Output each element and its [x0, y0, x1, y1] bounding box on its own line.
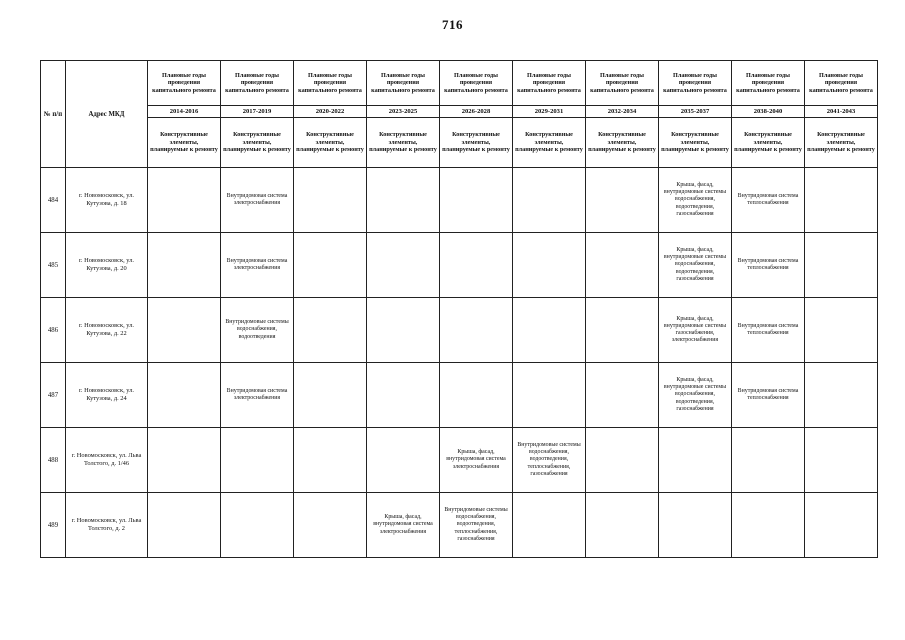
header-period-years: 2041-2043	[805, 106, 878, 118]
row-number: 485	[41, 233, 66, 298]
repair-elements-cell: Внутридомовая система теплоснабжения	[732, 233, 805, 298]
repair-elements-cell: Внутридомовая система теплоснабжения	[732, 363, 805, 428]
header-row-elements	[41, 118, 878, 168]
header-period-years: 2017-2019	[221, 106, 294, 118]
row-address: г. Новомосковск, ул. Кутузова, д. 22	[66, 298, 148, 363]
row-number: 489	[41, 493, 66, 558]
header-period-label: Плановые годы проведения капитального ремонта	[513, 61, 586, 106]
repair-elements-cell	[513, 168, 586, 233]
header-period-label: Плановые годы проведения капитального ремонта	[440, 61, 513, 106]
repair-elements-cell	[513, 233, 586, 298]
row-number: 484	[41, 168, 66, 233]
header-period-label: Плановые годы проведения капитального ремонта	[294, 61, 367, 106]
repair-elements-cell	[440, 168, 513, 233]
header-elements-label: Конструктивные элементы, планируемые к ремонту	[805, 118, 878, 168]
header-address: Адрес МКД	[66, 61, 148, 168]
header-period-years: 2023-2025	[367, 106, 440, 118]
repair-elements-cell	[805, 493, 878, 558]
header-period-years: 2020-2022	[294, 106, 367, 118]
repair-elements-cell	[221, 493, 294, 558]
repair-elements-cell: Внутридомовая система электроснабжения	[221, 233, 294, 298]
repair-elements-cell	[367, 363, 440, 428]
page-number: 716	[442, 17, 463, 32]
header-elements-label: Конструктивные элементы, планируемые к ремонту	[659, 118, 732, 168]
repair-elements-cell	[294, 168, 367, 233]
header-period-label: Плановые годы проведения капитального ремонта	[221, 61, 294, 106]
row-number: 488	[41, 428, 66, 493]
repair-elements-cell	[294, 493, 367, 558]
repair-elements-cell	[367, 298, 440, 363]
repair-elements-cell: Крыша, фасад, внутридомовые системы водоснабжения, водоотведения, газоснабжения	[659, 363, 732, 428]
repair-elements-cell	[586, 168, 659, 233]
repair-elements-cell	[805, 233, 878, 298]
repair-elements-cell	[659, 493, 732, 558]
repair-elements-cell: Внутридомовая система электроснабжения	[221, 363, 294, 428]
table-row	[41, 298, 878, 363]
header-elements-label: Конструктивные элементы, планируемые к ремонту	[367, 118, 440, 168]
row-address: г. Новомосковск, ул. Льва Толстого, д. 2	[66, 493, 148, 558]
repair-elements-cell	[440, 233, 513, 298]
repair-elements-cell: Крыша, фасад, внутридомовая система электроснабжения	[440, 428, 513, 493]
repair-elements-cell: Внутридомовая система теплоснабжения	[732, 168, 805, 233]
header-elements-label: Конструктивные элементы, планируемые к ремонту	[513, 118, 586, 168]
row-address: г. Новомосковск, ул. Кутузова, д. 18	[66, 168, 148, 233]
repair-elements-cell	[440, 298, 513, 363]
header-elements-label: Конструктивные элементы, планируемые к ремонту	[221, 118, 294, 168]
table-row	[41, 168, 878, 233]
repair-elements-cell	[294, 298, 367, 363]
header-elements-label: Конструктивные элементы, планируемые к ремонту	[732, 118, 805, 168]
repair-elements-cell	[805, 298, 878, 363]
repair-elements-cell: Внутридомовые системы водоснабжения, водоотведения	[221, 298, 294, 363]
repair-elements-cell	[148, 298, 221, 363]
row-address: г. Новомосковск, ул. Кутузова, д. 24	[66, 363, 148, 428]
repair-elements-cell	[221, 428, 294, 493]
row-number: 486	[41, 298, 66, 363]
repair-elements-cell	[148, 363, 221, 428]
header-period-label: Плановые годы проведения капитального ремонта	[367, 61, 440, 106]
repair-elements-cell	[294, 363, 367, 428]
repair-elements-cell: Крыша, фасад, внутридомовые системы водоснабжения, водоотведения, газоснабжения	[659, 168, 732, 233]
repair-elements-cell	[367, 428, 440, 493]
header-period-label: Плановые годы проведения капитального ремонта	[805, 61, 878, 106]
repair-elements-cell	[294, 233, 367, 298]
repair-elements-cell: Внутридомовая система теплоснабжения	[732, 298, 805, 363]
table-row	[41, 233, 878, 298]
header-elements-label: Конструктивные элементы, планируемые к ремонту	[148, 118, 221, 168]
repair-elements-cell	[732, 493, 805, 558]
repair-elements-cell	[732, 428, 805, 493]
row-address: г. Новомосковск, ул. Льва Толстого, д. 1/46	[66, 428, 148, 493]
table-row	[41, 493, 878, 558]
repair-elements-cell: Крыша, фасад, внутридомовые системы газоснабжения, электроснабжения	[659, 298, 732, 363]
repair-elements-cell	[367, 168, 440, 233]
repair-elements-cell	[586, 233, 659, 298]
header-elements-label: Конструктивные элементы, планируемые к ремонту	[294, 118, 367, 168]
repair-elements-cell	[367, 233, 440, 298]
row-address: г. Новомосковск, ул. Кутузова, д. 20	[66, 233, 148, 298]
header-period-years: 2035-2037	[659, 106, 732, 118]
repair-elements-cell	[148, 233, 221, 298]
header-period-years: 2038-2040	[732, 106, 805, 118]
header-row-periods	[41, 61, 878, 106]
repair-elements-cell: Внутридомовые системы водоснабжения, водоотведения, теплоснабжения, газоснабжения	[440, 493, 513, 558]
repair-elements-cell: Внутридомовые системы водоснабжения, водоотведения, теплоснабжения, газоснабжения	[513, 428, 586, 493]
header-period-label: Плановые годы проведения капитального ремонта	[586, 61, 659, 106]
repair-elements-cell	[586, 428, 659, 493]
repair-elements-cell	[148, 168, 221, 233]
header-row-years	[41, 106, 878, 118]
table-row	[41, 363, 878, 428]
repair-elements-cell	[294, 428, 367, 493]
repair-elements-cell: Крыша, фасад, внутридомовые системы водоснабжения, водоотведения, газоснабжения	[659, 233, 732, 298]
repair-elements-cell	[148, 428, 221, 493]
header-period-years: 2032-2034	[586, 106, 659, 118]
capital-repair-table	[40, 60, 878, 558]
repair-elements-cell	[659, 428, 732, 493]
repair-elements-cell	[805, 428, 878, 493]
repair-elements-cell	[513, 363, 586, 428]
repair-elements-cell	[586, 493, 659, 558]
repair-elements-cell	[513, 493, 586, 558]
repair-elements-cell	[805, 168, 878, 233]
repair-elements-cell	[440, 363, 513, 428]
header-period-years: 2029-2031	[513, 106, 586, 118]
header-elements-label: Конструктивные элементы, планируемые к ремонту	[440, 118, 513, 168]
repair-elements-cell: Внутридомовая система электроснабжения	[221, 168, 294, 233]
repair-elements-cell	[586, 363, 659, 428]
repair-elements-cell: Крыша, фасад, внутридомовая система электроснабжения	[367, 493, 440, 558]
header-period-years: 2026-2028	[440, 106, 513, 118]
repair-elements-cell	[148, 493, 221, 558]
header-elements-label: Конструктивные элементы, планируемые к ремонту	[586, 118, 659, 168]
header-number: № п/п	[41, 61, 66, 168]
header-period-label: Плановые годы проведения капитального ремонта	[148, 61, 221, 106]
repair-elements-cell	[513, 298, 586, 363]
table-header	[41, 61, 878, 168]
row-number: 487	[41, 363, 66, 428]
table-row	[41, 428, 878, 493]
repair-elements-cell	[805, 363, 878, 428]
table-body	[41, 168, 878, 558]
repair-elements-cell	[586, 298, 659, 363]
header-period-years: 2014-2016	[148, 106, 221, 118]
header-period-label: Плановые годы проведения капитального ремонта	[659, 61, 732, 106]
header-period-label: Плановые годы проведения капитального ремонта	[732, 61, 805, 106]
